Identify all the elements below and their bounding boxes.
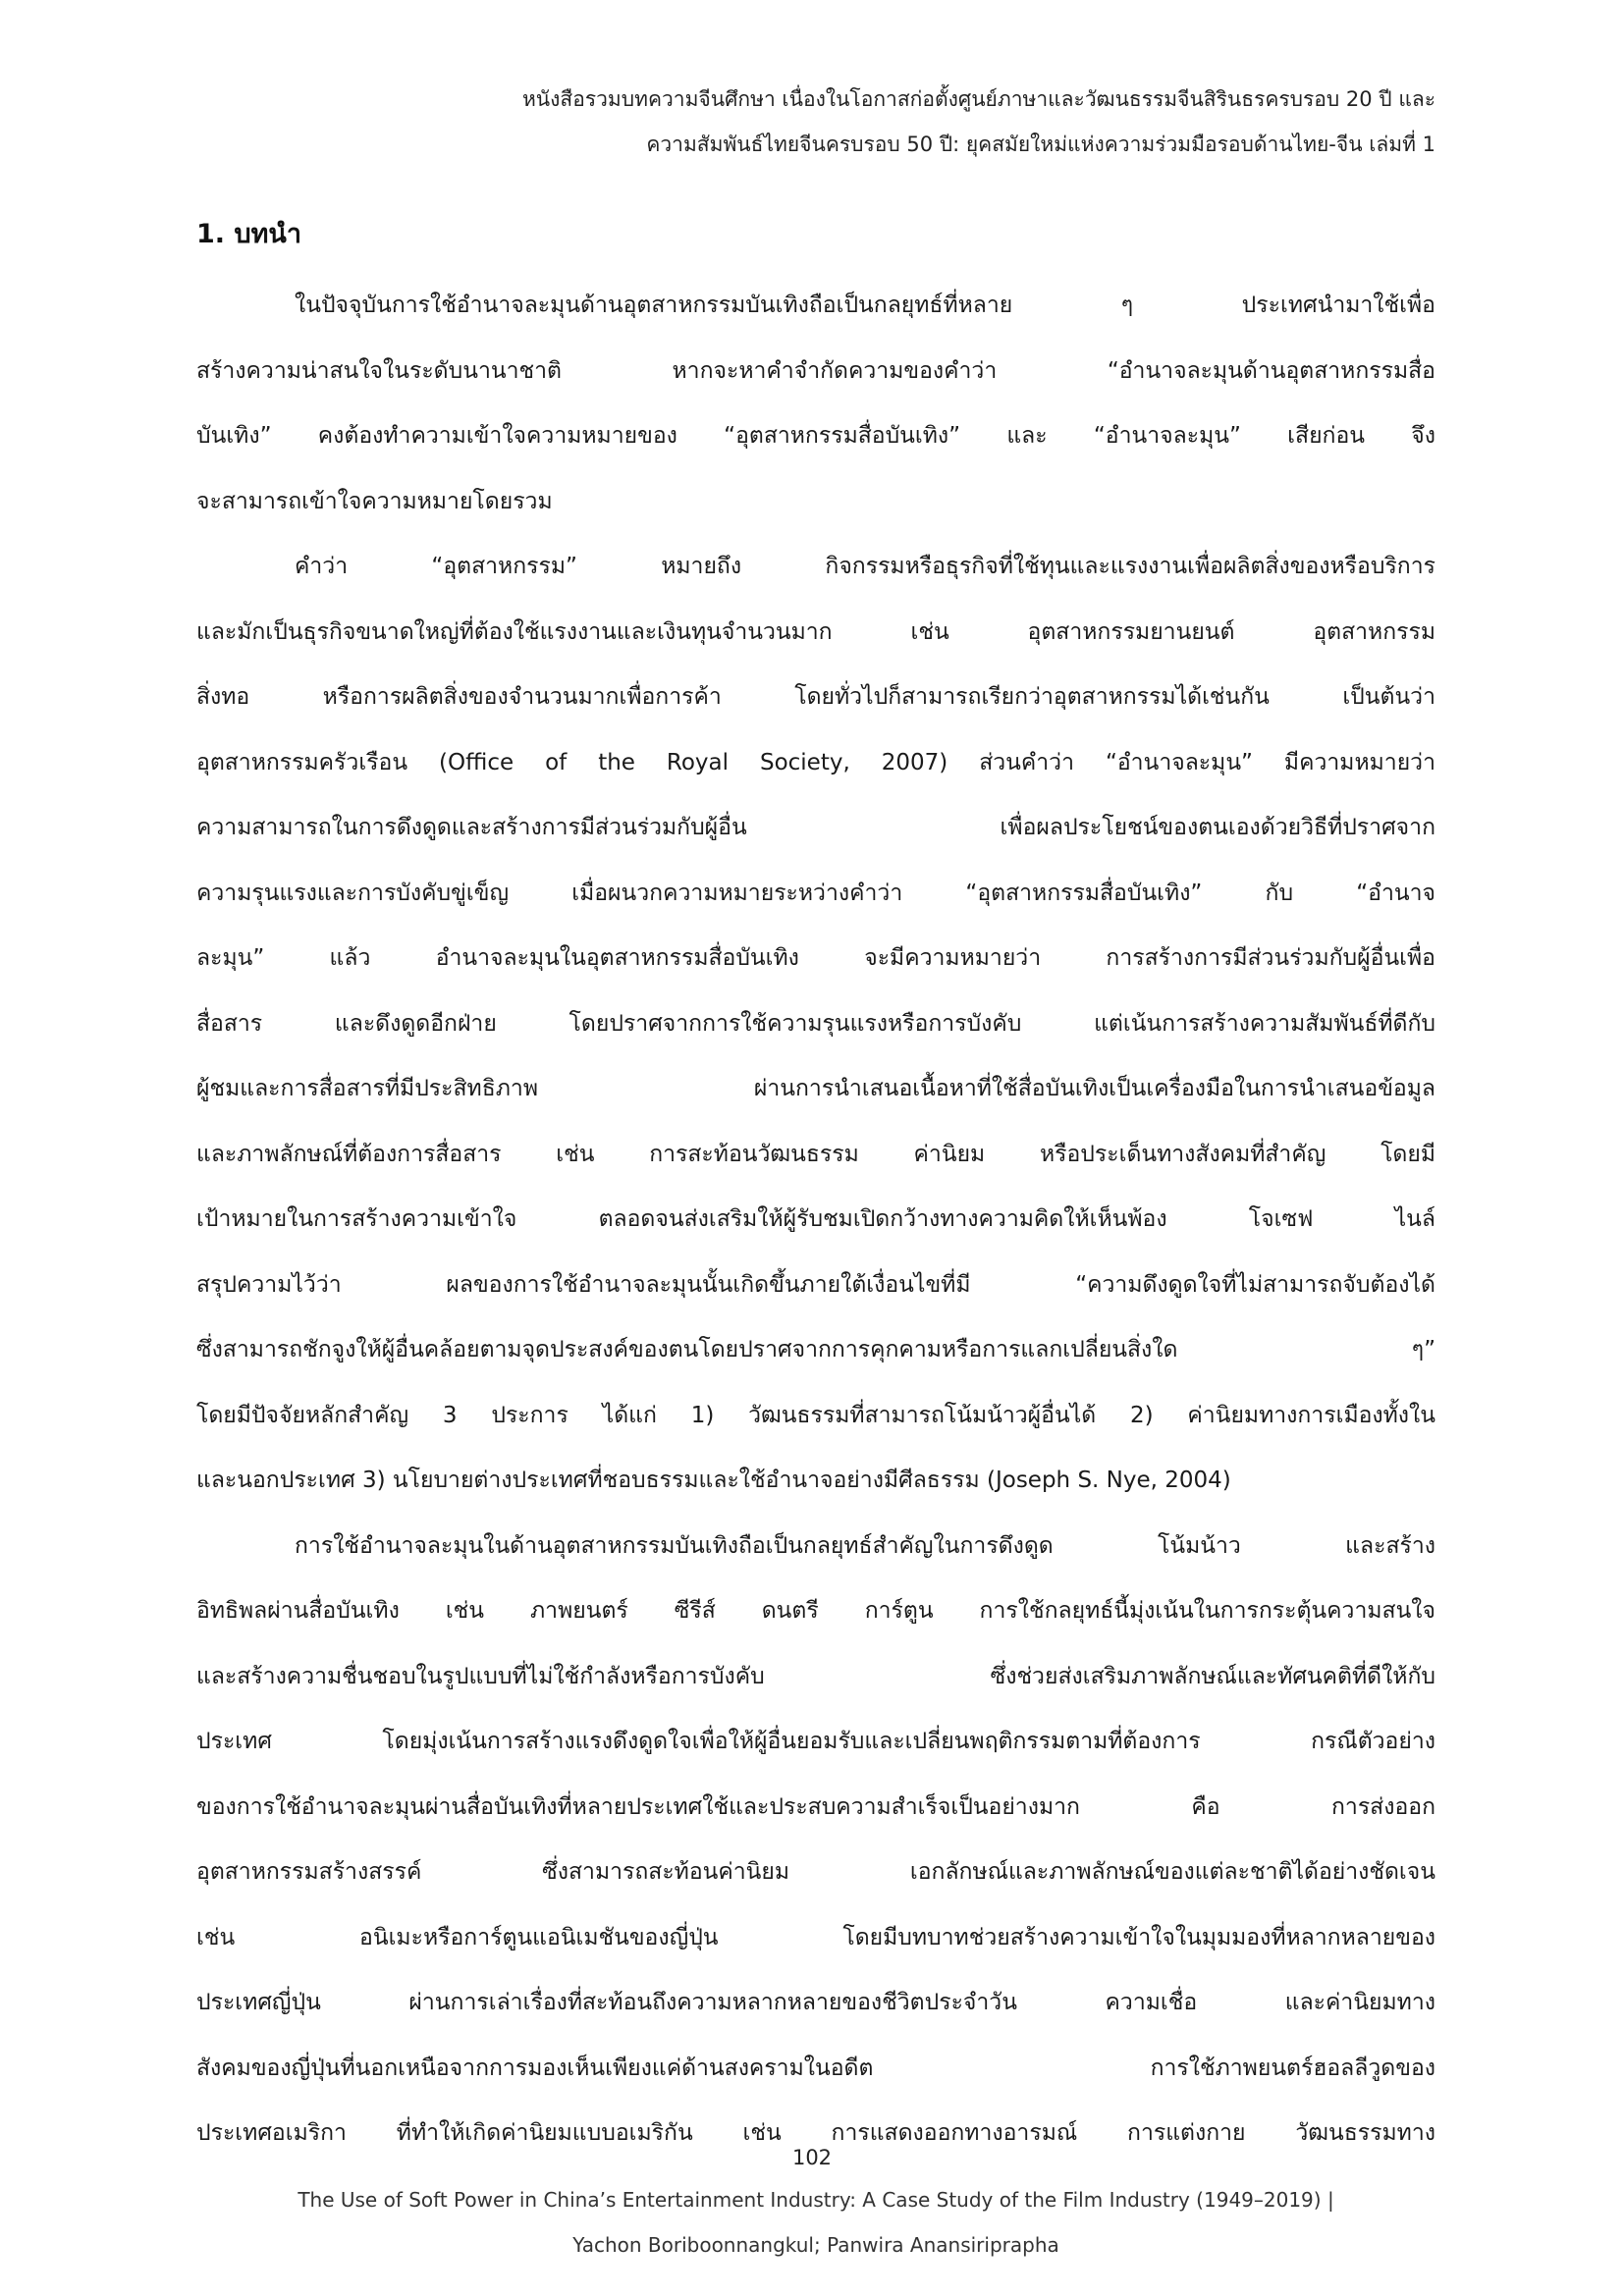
running-header-line-1: หนังสือรวมบทความจีนศึกษา เนื่องในโอกาสก่อตั้งศูนย์ภาษาและวัฒนธรรมจีนสิรินธรครบรอบ 20 ปี และ <box>521 87 1435 111</box>
paragraph-line: เช่น อนิเมะหรือการ์ตูนแอนิเมชันของญี่ปุ่น โดยมีบทบาทช่วยสร้างความเข้าใจในมุมมองที่หลากหลายของ <box>196 1924 1435 1950</box>
paragraph-line: สื่อสาร และดึงดูดอีกฝ่าย โดยปราศจากการใช้ความรุนแรงหรือการบังคับ แต่เน้นการสร้างความสัมพันธ์ที่ดีกับ <box>196 1010 1435 1037</box>
paragraph-line: และนอกประเทศ 3) นโยบายต่างประเทศที่ชอบธรรมและใช้อำนาจอย่างมีศีลธรรม (Joseph S. Nye, 2004) <box>196 1468 1231 1493</box>
paragraph-line: สิ่งทอ หรือการผลิตสิ่งของจำนวนมากเพื่อการค้า โดยทั่วไปก็สามารถเรียกว่าอุตสาหกรรมได้เช่นกัน เป็นต้นว่า <box>196 684 1435 710</box>
footer-title: The Use of Soft Power in China’s Entertainment Industry: A Case Study of the Film Industry (1949–2019) | <box>298 2188 1334 2212</box>
paragraph-line: คำว่า “อุตสาหกรรม” หมายถึง กิจกรรมหรือธุรกิจที่ใช้ทุนและแรงงานเพื่อผลิตสิ่งของหรือบริการ <box>295 554 1435 579</box>
paragraph-line: ละมุน” แล้ว อำนาจละมุนในอุตสาหกรรมสื่อบันเทิง จะมีความหมายว่า การสร้างการมีส่วนร่วมกับผู้อื่นเพื่อ <box>196 945 1435 971</box>
paragraph-line: ประเทศอเมริกา ที่ทำให้เกิดค่านิยมแบบอเมริกัน เช่น การแสดงออกทางอารมณ์ การแต่งกาย วัฒนธรรมทาง <box>196 2120 1435 2146</box>
paragraph-line: การใช้อำนาจละมุนในด้านอุตสาหกรรมบันเทิงถือเป็นกลยุทธ์สำคัญในการดึงดูด โน้มน้าว และสร้าง <box>295 1532 1435 1559</box>
paragraph-line: และภาพลักษณ์ที่ต้องการสื่อสาร เช่น การสะท้อนวัฒนธรรม ค่านิยม หรือประเด็นทางสังคมที่สำคัญ โดยมี <box>196 1141 1435 1167</box>
running-header-line-2: ความสัมพันธ์ไทยจีนครบรอบ 50 ปี: ยุคสมัยใหม่แห่งความร่วมมือรอบด้านไทย-จีน เล่มที่ 1 <box>646 133 1435 156</box>
paragraph-line: ความสามารถในการดึงดูดและสร้างการมีส่วนร่วมกับผู้อื่น เพื่อผลประโยชน์ของตนเองด้วยวิธีที่ปราศจาก <box>196 815 1435 840</box>
footer-authors: Yachon Boriboonnangkul; Panwira Anansiriprapha <box>572 2233 1059 2257</box>
running-header <box>196 77 1435 167</box>
paragraph-line: สังคมของญี่ปุ่นที่นอกเหนือจากการมองเห็นเพียงแค่ด้านสงครามในอดีต การใช้ภาพยนตร์ฮอลลีวูดของ <box>196 2055 1435 2081</box>
paragraph-line: สรุปความไว้ว่า ผลของการใช้อำนาจละมุนนั้นเกิดขึ้นภายใต้เงื่อนไขที่มี “ความดึงดูดใจที่ไม่สามารถจับต้องได้ <box>196 1271 1435 1298</box>
paragraph-line: ประเทศ โดยมุ่งเน้นการสร้างแรงดึงดูดใจเพื่อให้ผู้อื่นยอมรับและเปลี่ยนพฤติกรรมตามที่ต้องการ กรณีตัวอย่าง <box>196 1729 1435 1754</box>
paragraph-line: ความรุนแรงและการบังคับขู่เข็ญ เมื่อผนวกความหมายระหว่างคำว่า “อุตสาหกรรมสื่อบันเทิง” กับ “อำนาจ <box>196 880 1435 906</box>
paragraph-line: อิทธิพลผ่านสื่อบันเทิง เช่น ภาพยนตร์ ซีรีส์ ดนตรี การ์ตูน การใช้กลยุทธ์นี้มุ่งเน้นในการกระตุ้นความสนใจ <box>196 1598 1435 1624</box>
paragraph-line: สร้างความน่าสนใจในระดับนานาชาติ หากจะหาคำจำกัดความของคำว่า “อำนาจละมุนด้านอุตสาหกรรมสื่อ <box>196 357 1435 384</box>
paragraph-line: อุตสาหกรรมสร้างสรรค์ ซึ่งสามารถสะท้อนค่านิยม เอกลักษณ์และภาพลักษณ์ของแต่ละชาติได้อย่างชัดเจน <box>196 1859 1435 1885</box>
paragraph-line: ผู้ชมและการสื่อสารที่มีประสิทธิภาพ ผ่านการนำเสนอเนื้อหาที่ใช้สื่อบันเทิงเป็นเครื่องมือในการนำเสนอข้อมูล <box>196 1076 1435 1101</box>
section-heading: 1. บทนำ <box>196 219 301 249</box>
paragraph-line: ซึ่งสามารถชักจูงให้ผู้อื่นคล้อยตามจุดประสงค์ของตนโดยปราศจากการคุกคามหรือการแลกเปลี่ยนสิ่งใด ๆ” <box>196 1337 1435 1362</box>
body-text <box>196 273 1435 2166</box>
paragraph-line: ประเทศญี่ปุ่น ผ่านการเล่าเรื่องที่สะท้อนถึงความหลากหลายของชีวิตประจำวัน ความเชื่อ และค่านิยมทาง <box>196 1990 1435 2015</box>
paragraph-line: บันเทิง” คงต้องทำความเข้าใจความหมายของ “อุตสาหกรรมสื่อบันเทิง” และ “อำนาจละมุน” เสียก่อน จึง <box>196 423 1435 449</box>
paragraph-line: อุตสาหกรรมครัวเรือน (Office of the Royal Society, 2007) ส่วนคำว่า “อำนาจละมุน” มีความหมายว่า <box>196 749 1435 775</box>
paragraph-line: เป้าหมายในการสร้างความเข้าใจ ตลอดจนส่งเสริมให้ผู้รับชมเปิดกว้างทางความคิดให้เห็นพ้อง โจเซฟ ไนล์ <box>196 1206 1435 1232</box>
running-footer <box>196 2177 1435 2268</box>
paragraph-line: ของการใช้อำนาจละมุนผ่านสื่อบันเทิงที่หลายประเทศใช้และประสบความสำเร็จเป็นอย่างมาก คือ การส่งออก <box>196 1793 1435 1820</box>
page-number: 102 <box>791 2146 833 2169</box>
paragraph-line: ในปัจจุบันการใช้อำนาจละมุนด้านอุตสาหกรรมบันเทิงถือเป็นกลยุทธ์ที่หลาย ๆ ประเทศนำมาใช้เพื่อ <box>295 293 1435 318</box>
paragraph-line: และสร้างความชื่นชอบในรูปแบบที่ไม่ใช้กำลังหรือการบังคับ ซึ่งช่วยส่งเสริมภาพลักษณ์และทัศนคติที่ดีให้กับ <box>196 1663 1435 1689</box>
paragraph-line: และมักเป็นธุรกิจขนาดใหญ่ที่ต้องใช้แรงงานและเงินทุนจำนวนมาก เช่น อุตสาหกรรมยานยนต์ อุตสาหกรรม <box>196 618 1435 645</box>
paragraph-line: จะสามารถเข้าใจความหมายโดยรวม <box>196 488 553 514</box>
paragraph-line: โดยมีปัจจัยหลักสำคัญ 3 ประการ ได้แก่ 1) วัฒนธรรมที่สามารถโน้มน้าวผู้อื่นได้ 2) ค่านิยมทางการเมืองทั้งใน <box>196 1402 1435 1428</box>
